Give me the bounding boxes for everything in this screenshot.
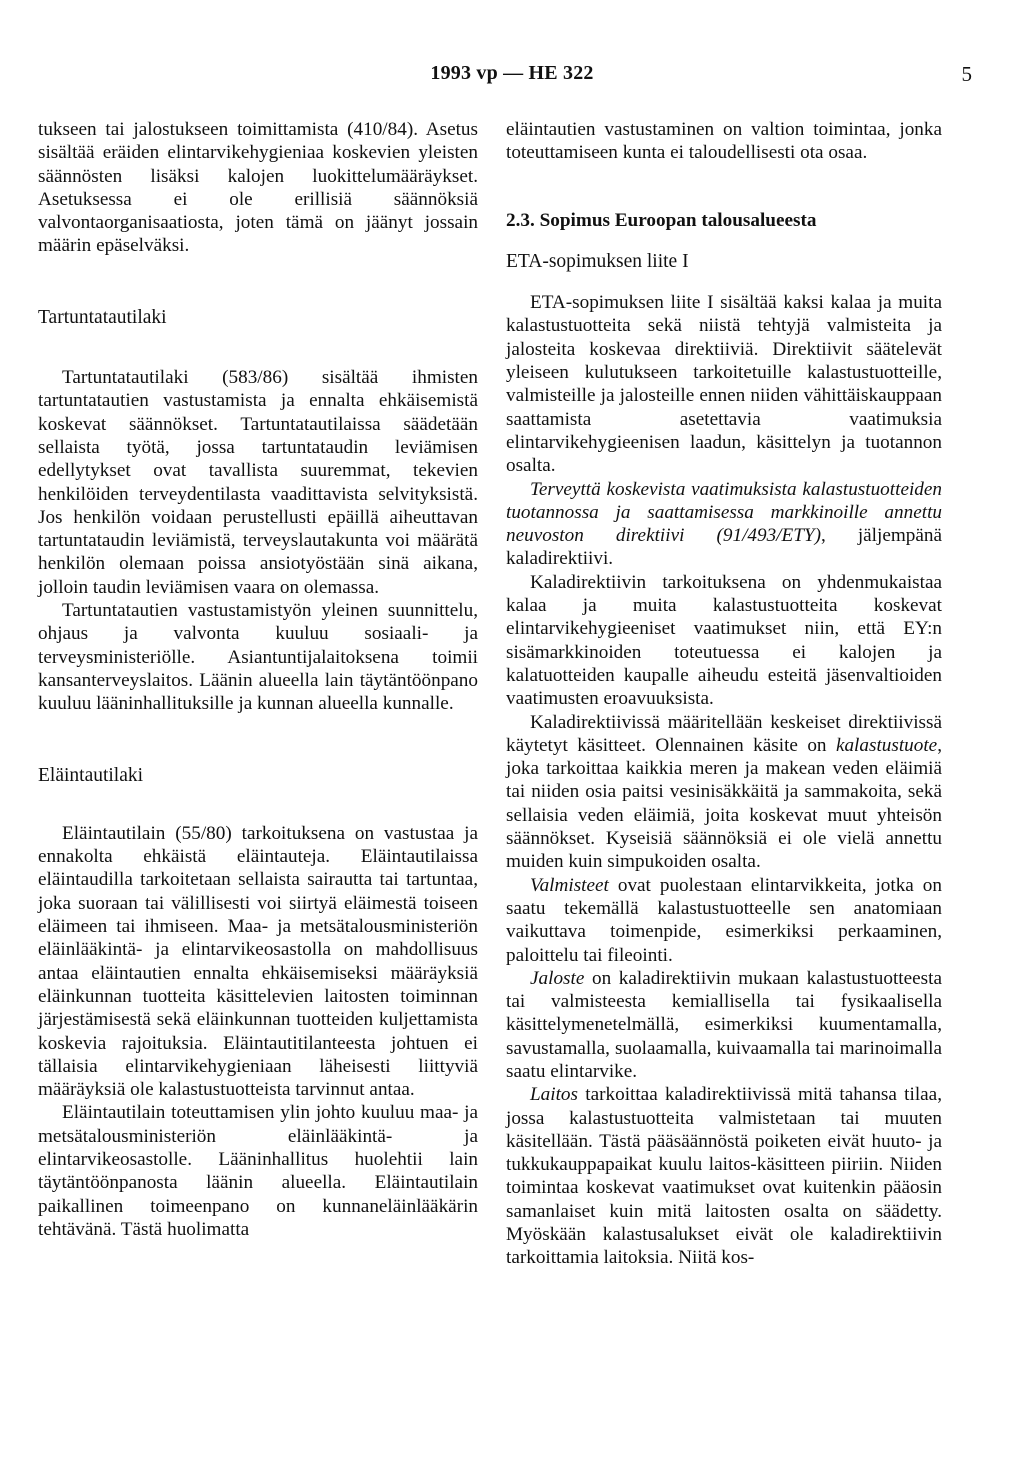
term-jaloste: Jaloste xyxy=(530,967,585,989)
page-number: 5 xyxy=(961,62,972,86)
paragraph-tartunta-1: Tartuntatautilaki (583/86) sisältää ihmisten tartuntatautien vastustamista ja ennalta ehkäisemistä koskevat säännökset. Tartuntatautilaissa säädetään sellaista työtä, jossa tartuntataudin leviämisen edellytykset ovat tavallista suuremmat, tekevien henkilöiden terveydentilasta vaadittavista selvityksistä. Jos henkilön voidaan perustellusti epäillä aiheuttavan tartuntataudin leviämistä, terveyslautakunta voi määrätä henkilön olemaan poissa ansiotyöstään sinä aikana, jolloin taudin leviämisen vaara on olemassa. xyxy=(38,367,478,598)
paragraph-intro-right: eläintautien vastustaminen on valtion toimintaa, jonka toteuttamiseen kunta ei taloudellisesti ota osaa. xyxy=(506,119,942,164)
paragraph-jaloste xyxy=(506,967,942,1083)
directive-title: Terveyttä koskevista vaatimuksista kalastustuotteiden tuotannossa ja saattamisessa markkinoille annettu neuvoston direktiivi (91/493/ETY) xyxy=(506,478,942,547)
paragraph-tartunta-2: Tartuntatautien vastustamistyön yleinen suunnittelu, ohjaus ja valvonta kuuluu sosiaali- ja terveysministeriölle. Asiantuntijalaitoksena toimii kansanterveyslaitos. Läänin alueella lain täytäntöönpano kuuluu lääninhallituksille ja kunnan alueella kunnalle. xyxy=(38,600,478,715)
subheading-eta-liite: ETA-sopimuksen liite I xyxy=(506,250,689,272)
paragraph-intro-left: tukseen tai jalostukseen toimittamista (410/84). Asetus sisältää eräiden elintarvikehygieniaa koskevien yleisten säännösten lisäksi kalojen luokittelumääräykset. Asetuksessa ei ole erillisiä säännöksiä valvontaorganisaatiosta, joten tämä on jäänyt jossain määrin epäselväksi. xyxy=(38,119,478,257)
paragraph-laitos xyxy=(506,1083,942,1269)
definitions-text-1: Kaladirektiivissä määritellään keskeiset direktiivissä käytetyt käsitteet. Olennainen käsite on xyxy=(506,711,942,756)
running-header xyxy=(0,62,1024,90)
header-title: 1993 vp — HE 322 xyxy=(430,62,594,84)
valmisteet-text: ovat puolestaan elintarvikkeita, jotka on saatu tekemällä kalastustuotteelle sen anatomiaan vaikuttava toimenpide, esimerkiksi perkaaminen, paloittelu tai fileointi. xyxy=(506,874,942,966)
paragraph-definitions xyxy=(506,711,942,874)
paragraph-valmisteet xyxy=(506,874,942,967)
term-kalastustuote: kalastustuote xyxy=(835,734,938,756)
term-laitos: Laitos xyxy=(530,1084,578,1106)
jaloste-text: on kaladirektiivin mukaan kalastustuotteesta tai valmisteesta kemiallisella tai fysikaalisella käsittelymenetelmällä, esimerkiksi kuumentamalla, savustamalla, suolaamalla, kuivaamalla tai marinoimalla saatu elintarvike. xyxy=(506,967,942,1082)
paragraph-directive xyxy=(506,478,942,571)
paragraph-purpose: Kaladirektiivin tarkoituksena on yhdenmukaistaa kalaa ja muita kalastustuotteita koskevat elintarvikehygieeniset vaatimukset niin, että EY:n sisämarkkinoiden toteutuessa ei kalojen ja kalatuotteiden kaupalle aiheudu esteitä jäsenvaltioiden vaatimusten eroavuuksista. xyxy=(506,571,942,710)
paragraph-elain-1: Eläintautilain (55/80) tarkoituksena on vastustaa ja ennakolta ehkäistä eläintauteja. Eläintautilaissa eläintaudilla tarkoitetaan sellaista sairautta tai tartuntaa, joka suoraan tai välillisesti voi siirtyä eläimestä toiseen eläimeen tai ihmiseen. Maa- ja metsätalousministeriön eläinlääkintä- ja elintarvikeosastolla on mahdollisuus antaa eläintautien ennalta ehkäisemiseksi määräyksiä eläinkunnan tuotteita käsittelevien laitosten toiminnan järjestämisestä sekä eläinkunnan tuotteiden kuljettamista koskevia rajoituksia. Eläintautitilanteesta johtuen ei tällaisia elintarvikehygieniaan läheisesti liittyviä määräyksiä ole kalastustuotteista tarvinnut antaa. xyxy=(38,822,478,1101)
term-valmisteet: Valmisteet xyxy=(530,874,609,896)
left-column xyxy=(38,118,478,1241)
paragraph-elain-2: Eläintautilain toteuttamisen ylin johto kuuluu maa- ja metsätalousministeriön eläinlääkintä- ja elintarvikeosastolle. Lääninhallitus huolehtii lain täytäntöönpanosta läänin alueella. Eläintautilain paikallinen toimeenpano on kunnaneläinlääkärin tehtävänä. Tästä huolimatta xyxy=(38,1102,478,1240)
paragraph-eta: ETA-sopimuksen liite I sisältää kaksi kalaa ja muita kalastustuotteita sekä niistä tehtyjä valmisteita ja jalosteita koskevaa direktiiviä. Direktiivit säätelevät yleiseen kulutukseen tarkoitetuille kalastustuotteille, valmisteille ja jalosteille ennen niiden vähittäiskauppaan saattamista asetettavia vaatimuksia elintarvikehygieenisen laadun, käsittelyn ja tuotannon osalta. xyxy=(506,292,942,477)
heading-elaintautilaki: Eläintautilaki xyxy=(38,764,144,786)
heading-tartuntatautilaki: Tartuntatautilaki xyxy=(38,306,167,328)
right-column xyxy=(506,118,942,1270)
definitions-text-2: , joka tarkoittaa kaikkia meren ja makean veden eläimiä tai niiden osia paitsi vesinisäkkäitä ja sammakoita, sekä sellaisia veden eläimiä, joita koskevat muut yhteisön säännökset. Kyseisiä säännöksiä ei ole vielä annettu muiden kuin simpukoiden osalta. xyxy=(506,734,942,873)
section-title: 2.3. Sopimus Euroopan talousalueesta xyxy=(506,209,817,231)
directive-rest: , jäljempänä kaladirektiivi. xyxy=(506,525,943,570)
laitos-text: tarkoittaa kaladirektiivissä mitä tahansa tilaa, jossa kalastustuotteita valmistetaan tai muuten käsitellään. Tästä pääsäännöstä poiketen eivät huuto- ja tukkukauppapaikat kuulu laitos-käsitteen piiriin. Niiden toimintaa koskevat vaatimukset ovat kuitenkin pääosin samanlaiset kuin mitä laitosten osalta on säädetty. Myöskään kalastusalukset eivät ole kaladirektiivin tarkoittamia laitoksia. Niitä kos- xyxy=(506,1084,942,1269)
